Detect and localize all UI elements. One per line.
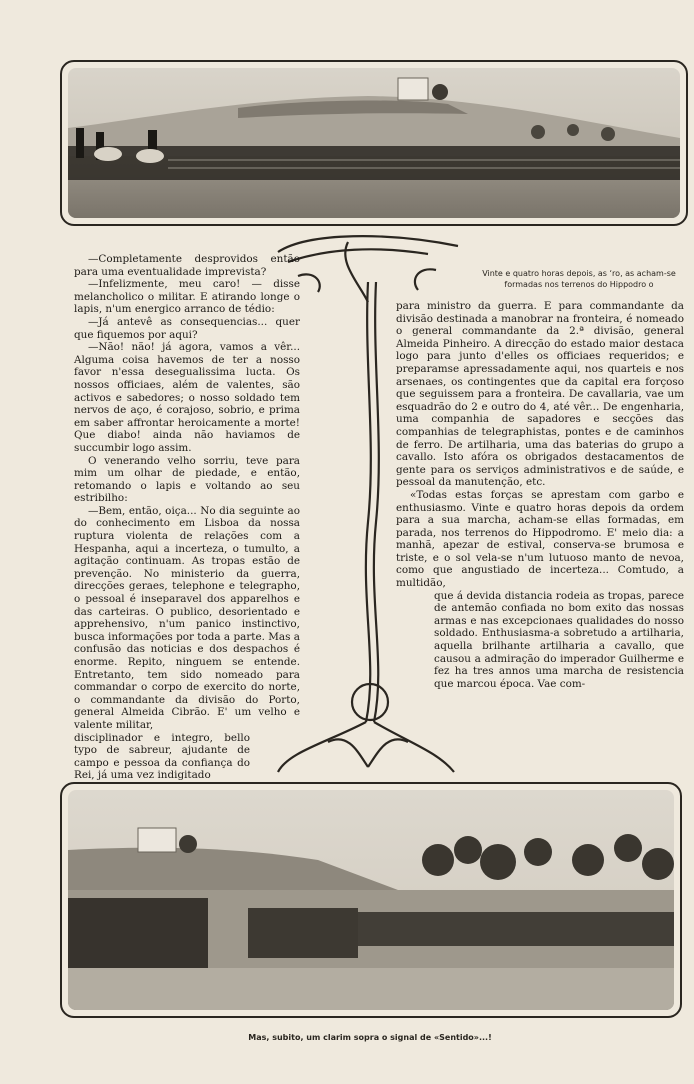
bottom-photo-frame [60,782,682,1018]
top-photo-frame [60,60,688,226]
left-paragraph-6: —Bem, então, oiça... No dia seguinte ao do conhecimento em Lisboa da nossa ruptura violenta de relações com a Hespanha, aqui a incerteza, o tumulto, a agitação continuam. As tropas estão de prevenção. No ministerio da guerra, direcções geraes, telephone e telegrapho, o pessoal é inseparavel dos apparelhos e das carteiras. O publico, desorientado e apprehensivo, n'um panico instinctivo, busca informações por toda a parte. Mas a confusão das noticias e dos despachos é enorme. Repito, ninguem se entende. Entretanto, tem sido nomeado para commandar o corpo de exercito do norte, o commandante da divisão do Porto, general Almeida Cibrão. E' um velho e valente militar, [74,504,300,731]
left-text-column [74,253,300,782]
top-photo-cavalry-and-troops [68,68,680,218]
right-paragraph-1: para ministro da guerra. E para commandante da divisão destinada a manobrar na fronteira, é nomeado o general commandante da 2.ª divisão, general Almeida Pinheiro. A direcção do estado maior destaca logo para junto d'elles os officiaes requeridos; e preparamse apressadamente aqui, nos quarteis e nos arsenaes, os contingentes que da capital era forçoso que seguissem para a fronteira. De cavallaria, vae um esquadrão do 2 e outro do 4, até vêr... De engenharia, uma companhia de sapadores e secções das companhias de telegraphistas, pontes e de caminhos de ferro. De artilharia, uma das baterias do grupo a cavallo. Isto afóra os obrigados destacamentos de gente para os serviços administrativos e de saúde, e pessoal da manutenção, etc. [396,300,684,489]
left-paragraph-4: —Não! não! já agora, vamos a vêr... Alguma coisa havemos de ter a nosso favor n'essa desegualissima lucta. Os nossos officiaes, além de valentes, são activos e sabedores; o nosso soldado tem nervos de aço, é corajoso, sobrio, e prima em saber affrontar heroicamente a morte! Que diabo! ainda não haviamos de succumbir logo assim. [74,341,300,454]
left-paragraph-2: —Infelizmente, meu caro! — disse melancholico o militar. E atirando longe o lapis, n'um energico arranco de tédio: [74,278,300,316]
bottom-photo-caption: Mas, subito, um clarim sopra o signal de «Sentido»...! [248,1033,492,1042]
right-paragraph-2: «Todas estas forças se aprestam com garbo e enthusiasmo. Vinte e quatro horas depois da ordem para a sua marcha, acham-se ellas formadas, em parada, nos terrenos do Hippodromo. E' meio dia: a manhã, apezar de estival, conserva-se brumosa e triste, e o sol vela-se n'um lutuoso manto de nevoa, como que angustiado de incerteza... Comtudo, a multidão, [396,488,684,590]
left-paragraph-6b: disciplinador e integro, bello typo de sabreur, ajudante de campo e pessoa da confiança do Rei, já uma vez indigitado [74,731,250,782]
bottom-photo-troops-in-parade [68,790,674,1010]
top-caption-line2: formadas nos terrenos do Hippodro o [504,280,654,289]
top-photo-caption [470,268,688,290]
top-caption-line1: Vinte e quatro horas depois, as ‘ro, as acham-se [482,269,676,278]
right-paragraph-2b: que á devida distancia rodeia as tropas, parece de antemão confiada no bom exito das nossas armas e nas excepcionaes qualidades do nosso soldado. Enthusiasma-a sobretudo a artilharia, aquella brilhante artilharia a cavallo, que causou a admiração do imperador Guilherme e fez ha tres annos uma marcha de resistencia que marcou época. Vae com- [434,589,684,690]
left-paragraph-3: —Já antevê as consequencias... quer que fiquemos por aqui? [74,315,300,341]
left-paragraph-5: O venerando velho sorriu, teve para mim um olhar de piedade, e então, retomando o lapis e voltando ao seu estribilho: [74,454,300,505]
right-text-column [396,300,684,690]
left-paragraph-1: —Completamente desprovidos então para uma eventualidade imprevista? [74,253,300,278]
